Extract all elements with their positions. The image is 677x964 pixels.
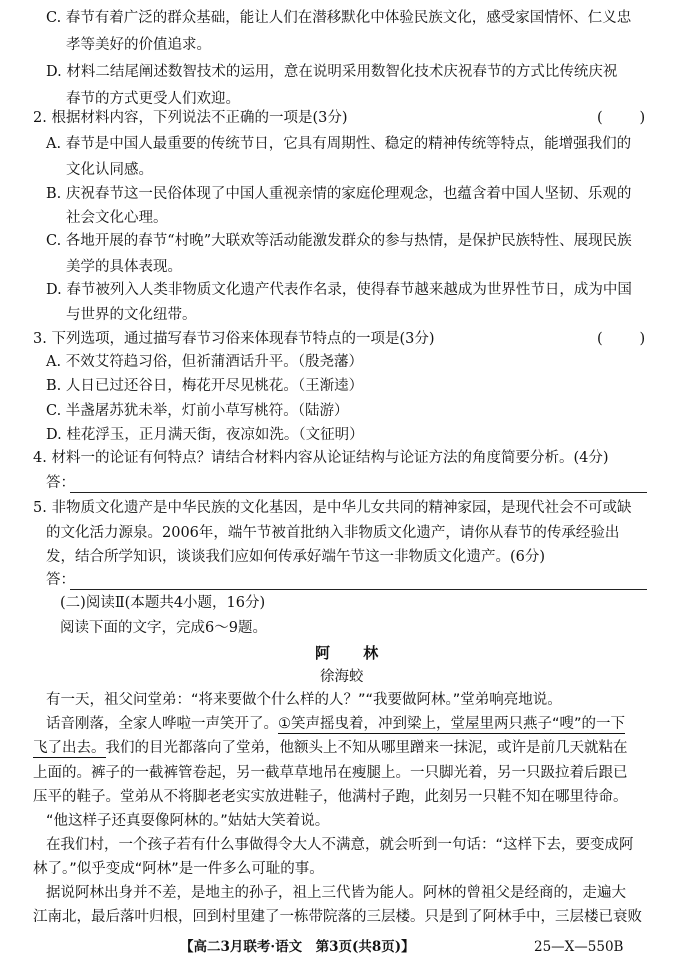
q3-option-b: B. 人日已过还谷日，梅花开尽见桃花。（王渐逵）	[46, 378, 364, 394]
q5-stem-line3: 发，结合所学知识，谈谈我们应如何传承好端午节这一非物质文化遗产。(6分)	[46, 549, 546, 565]
story-paragraph-3: “他这样子还真耍像阿林的。”姑姑大笑着说。	[46, 813, 330, 829]
q3-option-a: A. 不效艾符趋习俗，但祈蒲酒话升平。（殷尧藩）	[46, 354, 363, 370]
story-paragraph-2-rest: 我们的目光都落向了堂弟，他额头上不知从哪里蹭来一抹泥，或许是前几天就粘在	[105, 740, 628, 756]
underlined-sentence-1: ①笑声摇曳着，冲到梁上，堂屋里两只燕子“嗖”的一下	[278, 716, 626, 732]
q2-option-d-line1: D. 春节被列入人类非物质文化遗产代表作名录，使得春节越来越成为世界性节日，成为中国	[46, 282, 632, 298]
q5-answer-label: 答：	[46, 572, 75, 588]
q2-option-a-line2: 文化认同感。	[66, 162, 153, 178]
q4-answer-line[interactable]	[70, 492, 647, 493]
section-heading: (二)阅读Ⅱ(本题共4小题，16分)	[60, 595, 266, 611]
story-paragraph-1: 有一天，祖父问堂弟：“将来要做个什么样的人？”“我要做阿林。”堂弟响亮地说。	[46, 692, 562, 708]
q2-option-b-line1: B. 庆祝春节这一民俗体现了中国人重视亲情的家庭伦理观念，也蕴含着中国人坚韧、乐观的	[46, 186, 632, 202]
story-paragraph-5-line2: 江南北，最后落叶归根，回到村里建了一栋带院落的三层楼。只是到了阿林手中，三层楼已衰败	[33, 909, 642, 925]
story-paragraph-2-line1	[46, 714, 625, 734]
story-paragraph-4-line2: 林了。”似乎变成“阿林”是一件多么可耻的事。	[33, 861, 324, 877]
story-paragraph-2-plain: 话音刚落，全家人哗啦一声笑开了。	[46, 716, 278, 732]
q4-stem: 4. 材料一的论证有何特点？请结合材料内容从论证结构与论证方法的角度简要分析。(4分)	[33, 450, 609, 466]
q1-option-d-line1: D. 材料二结尾阐述数智技术的运用，意在说明采用数智化技术庆祝春节的方式比传统庆祝	[46, 64, 618, 80]
q3-option-d: D. 桂花浮玉，正月满天街，夜凉如洗。（文征明）	[46, 427, 364, 443]
story-paragraph-2-line3: 上面的。裤子的一截裤管卷起，另一截草草地吊在瘦腿上。一只脚光着，另一只趿拉着后跟已	[33, 765, 628, 781]
q2-option-a-line1: A. 春节是中国人最重要的传统节日，它具有周期性、稳定的精神传统等特点，能增强我们的	[46, 136, 632, 152]
story-paragraph-2-line2	[33, 738, 628, 758]
underlined-sentence-1-end: 飞了出去。	[33, 740, 106, 756]
q2-option-c-line2: 美学的具体表现。	[66, 259, 182, 275]
q3-answer-paren[interactable]: ( )	[597, 331, 646, 347]
q1-option-c-line2: 孝等美好的价值追求。	[66, 37, 211, 53]
section-instruction: 阅读下面的文字，完成6～9题。	[60, 620, 267, 636]
story-author: 徐海蛟	[320, 669, 364, 685]
q5-answer-line[interactable]	[70, 589, 647, 590]
story-title: 阿 林	[315, 644, 393, 662]
q5-stem-line1: 5. 非物质文化遗产是中华民族的文化基因，是中华儿女共同的精神家园，是现代社会不可或缺	[33, 500, 632, 516]
q2-option-c-line1: C. 各地开展的春节“村晚”大联欢等活动能激发群众的参与热情，是保护民族特性、展现民族	[46, 233, 632, 249]
q2-option-b-line2: 社会文化心理。	[66, 210, 168, 226]
q2-stem: 2. 根据材料内容，下列说法不正确的一项是(3分)	[33, 110, 348, 126]
q4-answer-label: 答：	[46, 475, 75, 491]
q3-option-c: C. 半盏屠苏犹未举，灯前小草写桃符。（陆游）	[46, 403, 349, 419]
q2-option-d-line2: 与世界的文化纽带。	[66, 307, 197, 323]
q1-option-d-line2: 春节的方式更受人们欢迎。	[66, 91, 240, 107]
story-paragraph-5-line1: 据说阿林出身并不差，是地主的孙子，祖上三代皆为能人。阿林的曾祖父是经商的，走遍大	[46, 885, 626, 901]
story-paragraph-4-line1: 在我们村，一个孩子若有什么事做得令大人不满意，就会听到一句话：“这样下去，要变成阿	[46, 837, 634, 853]
story-paragraph-2-line4: 压平的鞋子。堂弟从不将脚老老实实放进鞋子，他满村子跑，此刻另一只鞋不知在哪里待命。	[33, 789, 628, 805]
footer-page-info: 【高二3月联考·语文 第3页(共8页)】	[180, 939, 415, 955]
q2-answer-paren[interactable]: ( )	[597, 110, 646, 126]
q5-stem-line2: 的文化活力源泉。2006年，端午节被首批纳入非物质文化遗产，请你从春节的传承经验出	[46, 525, 620, 541]
footer-exam-code: 25—X—550B	[534, 939, 624, 955]
q1-option-c-line1: C. 春节有着广泛的群众基础，能让人们在潜移默化中体验民族文化，感受家国情怀、仁义忠	[46, 10, 632, 26]
q3-stem: 3. 下列选项，通过描写春节习俗来体现春节特点的一项是(3分)	[33, 331, 435, 347]
